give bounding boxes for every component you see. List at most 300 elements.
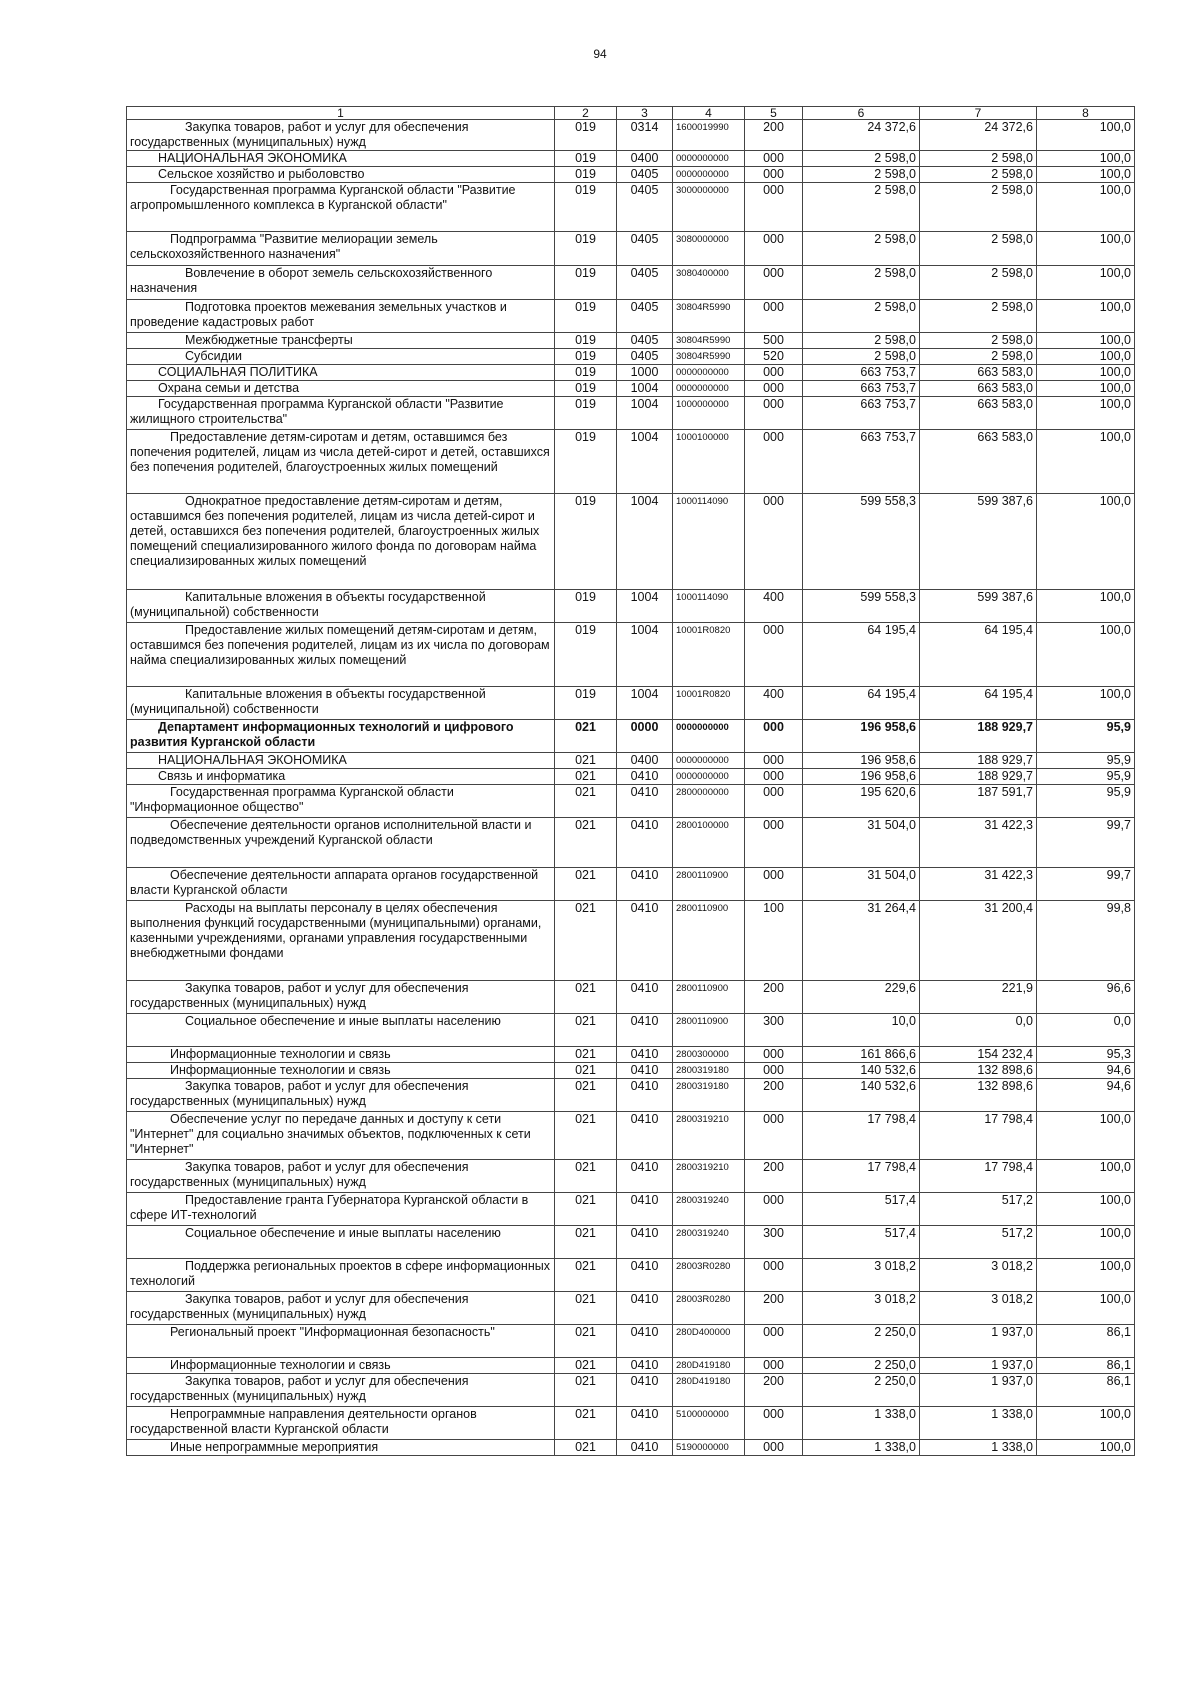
executed-amount: 2 598,0	[920, 349, 1037, 365]
execution-percent: 100,0	[1037, 1193, 1135, 1226]
target-article-code: 2800300000	[673, 1047, 745, 1063]
row-name: Государственная программа Курганской области "Развитие жилищного строительства"	[127, 397, 555, 430]
ministry-code: 021	[555, 720, 617, 753]
target-article-code: 2800319210	[673, 1112, 745, 1160]
executed-amount: 2 598,0	[920, 151, 1037, 167]
column-header: 5	[745, 107, 803, 120]
table-row	[127, 1440, 1135, 1456]
executed-amount: 1 937,0	[920, 1374, 1037, 1407]
column-header: 4	[673, 107, 745, 120]
ministry-code: 021	[555, 981, 617, 1014]
section-code: 0410	[617, 1374, 673, 1407]
planned-amount: 10,0	[803, 1014, 920, 1047]
target-article-code: 2800110900	[673, 901, 745, 981]
execution-percent: 100,0	[1037, 494, 1135, 590]
execution-percent: 100,0	[1037, 1112, 1135, 1160]
execution-percent: 100,0	[1037, 232, 1135, 266]
planned-amount: 161 866,6	[803, 1047, 920, 1063]
section-code: 0405	[617, 167, 673, 183]
planned-amount: 1 338,0	[803, 1407, 920, 1440]
target-article-code: 1000114090	[673, 494, 745, 590]
target-article-code: 0000000000	[673, 753, 745, 769]
table-row	[127, 590, 1135, 623]
expense-type-code: 200	[745, 981, 803, 1014]
target-article-code: 280D419180	[673, 1374, 745, 1407]
row-name: Поддержка региональных проектов в сфере информационных технологий	[127, 1259, 555, 1292]
header-row	[127, 107, 1135, 120]
section-code: 0410	[617, 1325, 673, 1358]
expense-type-code: 000	[745, 1063, 803, 1079]
executed-amount: 663 583,0	[920, 365, 1037, 381]
ministry-code: 021	[555, 1358, 617, 1374]
planned-amount: 31 504,0	[803, 818, 920, 868]
planned-amount: 2 598,0	[803, 167, 920, 183]
ministry-code: 021	[555, 818, 617, 868]
expense-type-code: 000	[745, 381, 803, 397]
executed-amount: 663 583,0	[920, 381, 1037, 397]
expense-type-code: 300	[745, 1226, 803, 1259]
row-name: Закупка товаров, работ и услуг для обеспечения государственных (муниципальных) нужд	[127, 1079, 555, 1112]
expense-type-code: 200	[745, 1374, 803, 1407]
execution-percent: 100,0	[1037, 381, 1135, 397]
executed-amount: 64 195,4	[920, 687, 1037, 720]
executed-amount: 31 422,3	[920, 818, 1037, 868]
executed-amount: 2 598,0	[920, 266, 1037, 300]
target-article-code: 3000000000	[673, 183, 745, 232]
ministry-code: 021	[555, 1259, 617, 1292]
column-header: 3	[617, 107, 673, 120]
planned-amount: 196 958,6	[803, 769, 920, 785]
target-article-code: 2800110900	[673, 1014, 745, 1047]
ministry-code: 019	[555, 151, 617, 167]
executed-amount: 2 598,0	[920, 300, 1037, 333]
section-code: 0410	[617, 769, 673, 785]
executed-amount: 663 583,0	[920, 430, 1037, 494]
execution-percent: 100,0	[1037, 1440, 1135, 1456]
row-name: Государственная программа Курганской области "Информационное общество"	[127, 785, 555, 818]
table-row	[127, 1193, 1135, 1226]
ministry-code: 019	[555, 266, 617, 300]
planned-amount: 663 753,7	[803, 397, 920, 430]
target-article-code: 1000114090	[673, 590, 745, 623]
ministry-code: 021	[555, 1112, 617, 1160]
planned-amount: 17 798,4	[803, 1112, 920, 1160]
expense-type-code: 200	[745, 1160, 803, 1193]
target-article-code: 28003R0280	[673, 1259, 745, 1292]
section-code: 0405	[617, 333, 673, 349]
ministry-code: 019	[555, 430, 617, 494]
planned-amount: 140 532,6	[803, 1063, 920, 1079]
executed-amount: 188 929,7	[920, 753, 1037, 769]
expense-type-code: 000	[745, 1358, 803, 1374]
ministry-code: 019	[555, 232, 617, 266]
executed-amount: 2 598,0	[920, 183, 1037, 232]
table-row	[127, 494, 1135, 590]
table-row	[127, 1325, 1135, 1358]
ministry-code: 021	[555, 1079, 617, 1112]
target-article-code: 0000000000	[673, 151, 745, 167]
table-row	[127, 1226, 1135, 1259]
row-name: Непрограммные направления деятельности органов государственной власти Курганской области	[127, 1407, 555, 1440]
planned-amount: 517,4	[803, 1226, 920, 1259]
executed-amount: 132 898,6	[920, 1079, 1037, 1112]
execution-percent: 86,1	[1037, 1358, 1135, 1374]
target-article-code: 0000000000	[673, 167, 745, 183]
execution-percent: 100,0	[1037, 167, 1135, 183]
column-header: 7	[920, 107, 1037, 120]
table-row	[127, 981, 1135, 1014]
section-code: 0410	[617, 1358, 673, 1374]
target-article-code: 30804R5990	[673, 300, 745, 333]
table-row	[127, 381, 1135, 397]
column-header: 6	[803, 107, 920, 120]
planned-amount: 64 195,4	[803, 687, 920, 720]
planned-amount: 2 598,0	[803, 232, 920, 266]
ministry-code: 021	[555, 868, 617, 901]
row-name: Сельское хозяйство и рыболовство	[127, 167, 555, 183]
row-name: Связь и информатика	[127, 769, 555, 785]
planned-amount: 17 798,4	[803, 1160, 920, 1193]
row-name: Региональный проект "Информационная безопасность"	[127, 1325, 555, 1358]
planned-amount: 3 018,2	[803, 1292, 920, 1325]
row-name: Информационные технологии и связь	[127, 1063, 555, 1079]
expense-type-code: 000	[745, 151, 803, 167]
section-code: 0314	[617, 120, 673, 151]
row-name: Вовлечение в оборот земель сельскохозяйственного назначения	[127, 266, 555, 300]
execution-percent: 94,6	[1037, 1079, 1135, 1112]
row-name: Закупка товаров, работ и услуг для обеспечения государственных (муниципальных) нужд	[127, 981, 555, 1014]
expense-type-code: 000	[745, 818, 803, 868]
table-row	[127, 1259, 1135, 1292]
table-row	[127, 720, 1135, 753]
expense-type-code: 000	[745, 623, 803, 687]
column-header: 1	[127, 107, 555, 120]
target-article-code: 2800319240	[673, 1193, 745, 1226]
expense-type-code: 000	[745, 266, 803, 300]
executed-amount: 517,2	[920, 1193, 1037, 1226]
target-article-code: 2800319240	[673, 1226, 745, 1259]
row-name: Закупка товаров, работ и услуг для обеспечения государственных (муниципальных) нужд	[127, 1374, 555, 1407]
executed-amount: 663 583,0	[920, 397, 1037, 430]
row-name: Предоставление гранта Губернатора Курганской области в сфере ИТ-технологий	[127, 1193, 555, 1226]
table-row	[127, 266, 1135, 300]
target-article-code: 10001R0820	[673, 623, 745, 687]
expense-type-code: 000	[745, 232, 803, 266]
section-code: 1004	[617, 397, 673, 430]
planned-amount: 229,6	[803, 981, 920, 1014]
budget-table	[126, 106, 1135, 1456]
planned-amount: 2 250,0	[803, 1374, 920, 1407]
execution-percent: 100,0	[1037, 1259, 1135, 1292]
ministry-code: 021	[555, 1292, 617, 1325]
table-row	[127, 1407, 1135, 1440]
target-article-code: 2800100000	[673, 818, 745, 868]
target-article-code: 5190000000	[673, 1440, 745, 1456]
section-code: 0400	[617, 753, 673, 769]
row-name: Закупка товаров, работ и услуг для обеспечения государственных (муниципальных) нужд	[127, 1160, 555, 1193]
expense-type-code: 000	[745, 1259, 803, 1292]
planned-amount: 2 598,0	[803, 266, 920, 300]
row-name: Социальное обеспечение и иные выплаты населению	[127, 1226, 555, 1259]
execution-percent: 99,8	[1037, 901, 1135, 981]
ministry-code: 021	[555, 1014, 617, 1047]
section-code: 0410	[617, 1407, 673, 1440]
execution-percent: 100,0	[1037, 1226, 1135, 1259]
target-article-code: 2800110900	[673, 868, 745, 901]
expense-type-code: 000	[745, 753, 803, 769]
execution-percent: 100,0	[1037, 333, 1135, 349]
row-name: Иные непрограммные мероприятия	[127, 1440, 555, 1456]
executed-amount: 17 798,4	[920, 1160, 1037, 1193]
expense-type-code: 000	[745, 1440, 803, 1456]
target-article-code: 2800000000	[673, 785, 745, 818]
row-name: Департамент информационных технологий и цифрового развития Курганской области	[127, 720, 555, 753]
ministry-code: 021	[555, 1193, 617, 1226]
section-code: 0410	[617, 868, 673, 901]
row-name: НАЦИОНАЛЬНАЯ ЭКОНОМИКА	[127, 753, 555, 769]
executed-amount: 3 018,2	[920, 1259, 1037, 1292]
execution-percent: 100,0	[1037, 365, 1135, 381]
target-article-code: 5100000000	[673, 1407, 745, 1440]
row-name: Капитальные вложения в объекты государственной (муниципальной) собственности	[127, 687, 555, 720]
section-code: 0410	[617, 981, 673, 1014]
table-row	[127, 349, 1135, 365]
table-row	[127, 901, 1135, 981]
expense-type-code: 000	[745, 365, 803, 381]
executed-amount: 599 387,6	[920, 494, 1037, 590]
execution-percent: 95,9	[1037, 720, 1135, 753]
target-article-code: 10001R0820	[673, 687, 745, 720]
expense-type-code: 300	[745, 1014, 803, 1047]
section-code: 0000	[617, 720, 673, 753]
target-article-code: 280D400000	[673, 1325, 745, 1358]
row-name: Закупка товаров, работ и услуг для обеспечения государственных (муниципальных) нужд	[127, 120, 555, 151]
ministry-code: 021	[555, 1226, 617, 1259]
table-row	[127, 183, 1135, 232]
executed-amount: 24 372,6	[920, 120, 1037, 151]
table-row	[127, 1374, 1135, 1407]
planned-amount: 31 504,0	[803, 868, 920, 901]
table-row	[127, 1047, 1135, 1063]
executed-amount: 221,9	[920, 981, 1037, 1014]
execution-percent: 95,9	[1037, 753, 1135, 769]
row-name: Предоставление жилых помещений детям-сиротам и детям, оставшимся без попечения родителей, лицам из их числа по договорам найма специализированных жилых помещений	[127, 623, 555, 687]
ministry-code: 019	[555, 623, 617, 687]
ministry-code: 019	[555, 300, 617, 333]
expense-type-code: 200	[745, 120, 803, 151]
target-article-code: 1600019990	[673, 120, 745, 151]
executed-amount: 1 937,0	[920, 1358, 1037, 1374]
expense-type-code: 000	[745, 1325, 803, 1358]
section-code: 0405	[617, 349, 673, 365]
target-article-code: 0000000000	[673, 720, 745, 753]
table-row	[127, 818, 1135, 868]
executed-amount: 154 232,4	[920, 1047, 1037, 1063]
executed-amount: 31 200,4	[920, 901, 1037, 981]
planned-amount: 31 264,4	[803, 901, 920, 981]
section-code: 1004	[617, 590, 673, 623]
planned-amount: 2 250,0	[803, 1358, 920, 1374]
planned-amount: 2 598,0	[803, 349, 920, 365]
ministry-code: 021	[555, 1325, 617, 1358]
table-row	[127, 1358, 1135, 1374]
execution-percent: 95,9	[1037, 769, 1135, 785]
row-name: Подготовка проектов межевания земельных участков и проведение кадастровых работ	[127, 300, 555, 333]
column-header: 8	[1037, 107, 1135, 120]
ministry-code: 021	[555, 1047, 617, 1063]
execution-percent: 100,0	[1037, 120, 1135, 151]
ministry-code: 021	[555, 1063, 617, 1079]
planned-amount: 599 558,3	[803, 590, 920, 623]
target-article-code: 3080400000	[673, 266, 745, 300]
ministry-code: 021	[555, 1160, 617, 1193]
execution-percent: 100,0	[1037, 1292, 1135, 1325]
executed-amount: 2 598,0	[920, 232, 1037, 266]
row-name: Обеспечение деятельности аппарата органов государственной власти Курганской области	[127, 868, 555, 901]
expense-type-code: 000	[745, 397, 803, 430]
planned-amount: 64 195,4	[803, 623, 920, 687]
expense-type-code: 000	[745, 785, 803, 818]
ministry-code: 021	[555, 901, 617, 981]
section-code: 0410	[617, 1292, 673, 1325]
ministry-code: 021	[555, 1407, 617, 1440]
execution-percent: 100,0	[1037, 300, 1135, 333]
ministry-code: 019	[555, 397, 617, 430]
planned-amount: 2 598,0	[803, 300, 920, 333]
expense-type-code: 000	[745, 167, 803, 183]
expense-type-code: 520	[745, 349, 803, 365]
table-row	[127, 1160, 1135, 1193]
executed-amount: 17 798,4	[920, 1112, 1037, 1160]
expense-type-code: 000	[745, 720, 803, 753]
section-code: 1004	[617, 381, 673, 397]
expense-type-code: 200	[745, 1079, 803, 1112]
ministry-code: 019	[555, 365, 617, 381]
row-name: Обеспечение деятельности органов исполнительной власти и подведомственных учреждений Курганской области	[127, 818, 555, 868]
planned-amount: 3 018,2	[803, 1259, 920, 1292]
table-row	[127, 1079, 1135, 1112]
execution-percent: 100,0	[1037, 397, 1135, 430]
row-name: Расходы на выплаты персоналу в целях обеспечения выполнения функций государственными (муниципальными) органами, казенными учреждениями, органами управления государственными внебюджетными фондами	[127, 901, 555, 981]
target-article-code: 280D419180	[673, 1358, 745, 1374]
section-code: 0410	[617, 1440, 673, 1456]
planned-amount: 2 598,0	[803, 333, 920, 349]
planned-amount: 2 598,0	[803, 183, 920, 232]
expense-type-code: 000	[745, 1047, 803, 1063]
planned-amount: 195 620,6	[803, 785, 920, 818]
planned-amount: 140 532,6	[803, 1079, 920, 1112]
row-name: Подпрограмма "Развитие мелиорации земель сельскохозяйственного назначения"	[127, 232, 555, 266]
planned-amount: 196 958,6	[803, 753, 920, 769]
section-code: 1004	[617, 430, 673, 494]
expense-type-code: 000	[745, 183, 803, 232]
executed-amount: 2 598,0	[920, 167, 1037, 183]
target-article-code: 30804R5990	[673, 349, 745, 365]
table-row	[127, 785, 1135, 818]
table-row	[127, 365, 1135, 381]
execution-percent: 100,0	[1037, 183, 1135, 232]
table-row	[127, 1063, 1135, 1079]
row-name: Межбюджетные трансферты	[127, 333, 555, 349]
target-article-code: 2800319180	[673, 1079, 745, 1112]
section-code: 0410	[617, 818, 673, 868]
row-name: СОЦИАЛЬНАЯ ПОЛИТИКА	[127, 365, 555, 381]
section-code: 0410	[617, 901, 673, 981]
target-article-code: 2800319210	[673, 1160, 745, 1193]
target-article-code: 1000100000	[673, 430, 745, 494]
expense-type-code: 000	[745, 430, 803, 494]
ministry-code: 021	[555, 769, 617, 785]
execution-percent: 96,6	[1037, 981, 1135, 1014]
expense-type-code: 000	[745, 1407, 803, 1440]
ministry-code: 021	[555, 1440, 617, 1456]
section-code: 0405	[617, 300, 673, 333]
table-row	[127, 167, 1135, 183]
row-name: Охрана семьи и детства	[127, 381, 555, 397]
execution-percent: 100,0	[1037, 623, 1135, 687]
table-row	[127, 397, 1135, 430]
planned-amount: 663 753,7	[803, 430, 920, 494]
execution-percent: 86,1	[1037, 1325, 1135, 1358]
target-article-code: 2800110900	[673, 981, 745, 1014]
section-code: 0410	[617, 1112, 673, 1160]
table-row	[127, 769, 1135, 785]
table-row	[127, 1014, 1135, 1047]
execution-percent: 99,7	[1037, 868, 1135, 901]
execution-percent: 100,0	[1037, 151, 1135, 167]
executed-amount: 2 598,0	[920, 333, 1037, 349]
execution-percent: 100,0	[1037, 349, 1135, 365]
executed-amount: 187 591,7	[920, 785, 1037, 818]
ministry-code: 019	[555, 494, 617, 590]
execution-percent: 100,0	[1037, 266, 1135, 300]
target-article-code: 0000000000	[673, 769, 745, 785]
section-code: 0405	[617, 266, 673, 300]
executed-amount: 188 929,7	[920, 769, 1037, 785]
table-row	[127, 120, 1135, 151]
section-code: 0410	[617, 1160, 673, 1193]
execution-percent: 86,1	[1037, 1374, 1135, 1407]
table-row	[127, 623, 1135, 687]
section-code: 0410	[617, 785, 673, 818]
row-name: Однократное предоставление детям-сиротам и детям, оставшимся без попечения родителей, лицам из числа детей-сирот и детей, оставшихся без попечения родителей, благоустроенных жилых помещений специализированного жилого фонда по договорам найма специализированных жилых помещений	[127, 494, 555, 590]
planned-amount: 1 338,0	[803, 1440, 920, 1456]
execution-percent: 95,9	[1037, 785, 1135, 818]
ministry-code: 019	[555, 349, 617, 365]
expense-type-code: 000	[745, 300, 803, 333]
executed-amount: 3 018,2	[920, 1292, 1037, 1325]
row-name: НАЦИОНАЛЬНАЯ ЭКОНОМИКА	[127, 151, 555, 167]
section-code: 0410	[617, 1259, 673, 1292]
expense-type-code: 400	[745, 590, 803, 623]
section-code: 0410	[617, 1193, 673, 1226]
planned-amount: 196 958,6	[803, 720, 920, 753]
row-name: Субсидии	[127, 349, 555, 365]
section-code: 0410	[617, 1226, 673, 1259]
section-code: 0410	[617, 1063, 673, 1079]
planned-amount: 517,4	[803, 1193, 920, 1226]
target-article-code: 0000000000	[673, 365, 745, 381]
ministry-code: 021	[555, 785, 617, 818]
expense-type-code: 000	[745, 1193, 803, 1226]
row-name: Социальное обеспечение и иные выплаты населению	[127, 1014, 555, 1047]
expense-type-code: 000	[745, 769, 803, 785]
executed-amount: 1 338,0	[920, 1407, 1037, 1440]
section-code: 0410	[617, 1079, 673, 1112]
section-code: 0405	[617, 232, 673, 266]
target-article-code: 1000000000	[673, 397, 745, 430]
target-article-code: 30804R5990	[673, 333, 745, 349]
